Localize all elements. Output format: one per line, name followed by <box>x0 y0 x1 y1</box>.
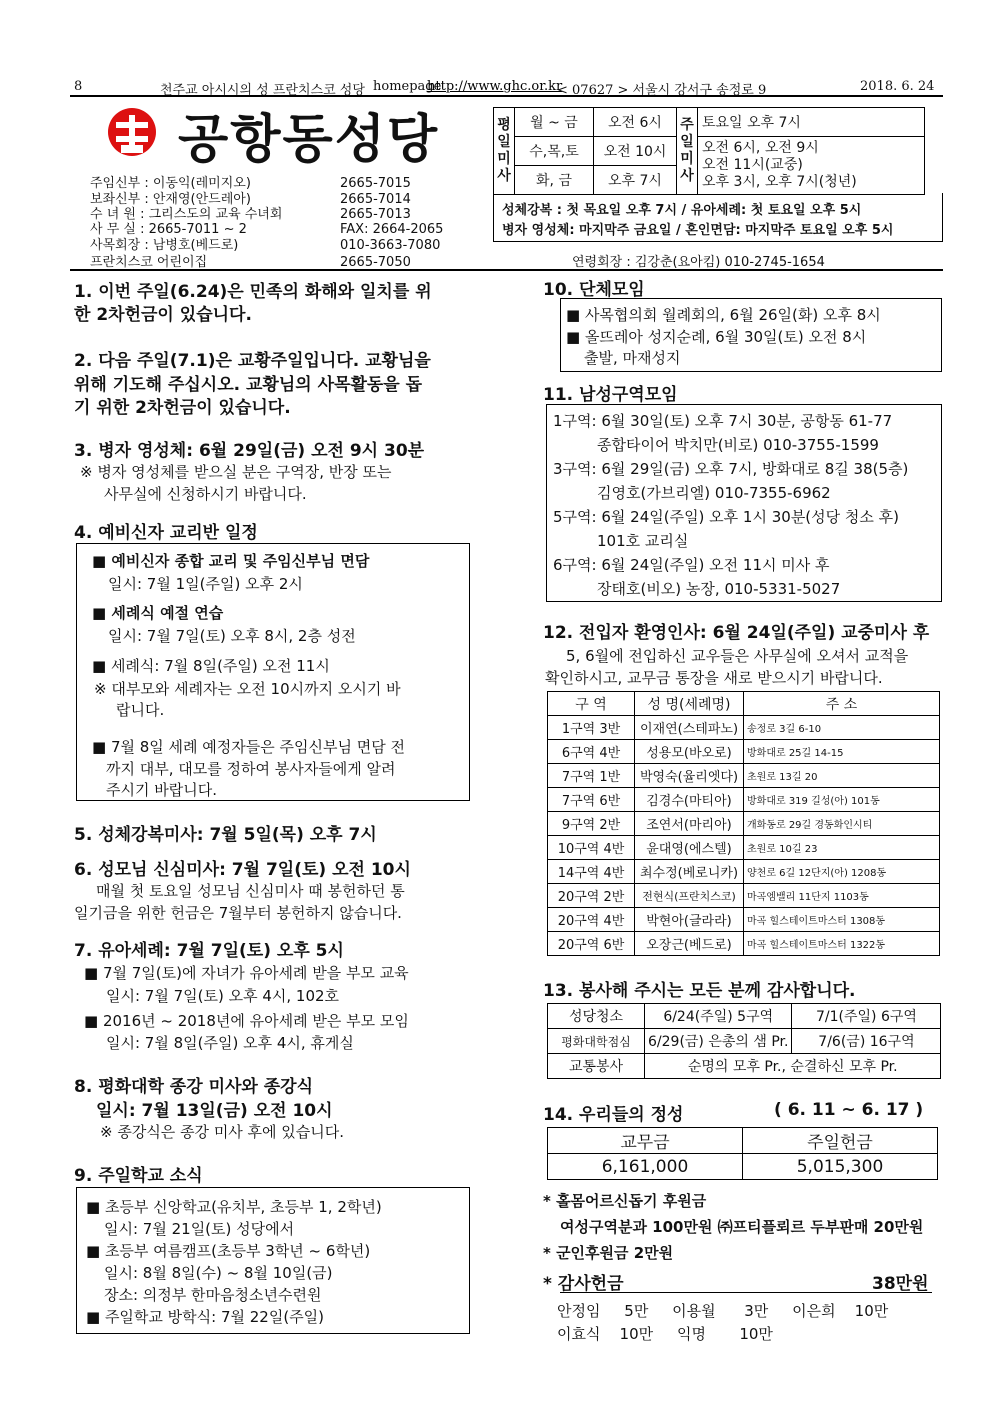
staff-row: 수 녀 원 : 그리스도의 교육 수녀회 2665-7013 <box>90 207 411 222</box>
section-6-title: 6. 성모님 신심미사: 7월 7일(토) 오전 10시 <box>74 860 411 880</box>
homepage-label: homepage <box>373 79 442 94</box>
section-7-item-detail: 일시: 7월 8일(주일) 오후 4시, 휴게실 <box>106 1034 354 1052</box>
staff-row: 사 무 실 : 2665-7011 ~ 2 FAX: 2664-2065 <box>90 222 444 237</box>
section-2-title: 기 위한 2차헌금이 있습니다. <box>74 398 291 418</box>
section-5-title: 5. 성체강복미사: 7월 5일(목) 오후 7시 <box>74 825 377 845</box>
section-4-item-detail: 일시: 7월 1일(주일) 오후 2시 <box>108 575 303 593</box>
offerings-table <box>547 1127 938 1180</box>
table-header: 주 소 <box>744 692 940 716</box>
table-header: 구 역 <box>548 692 635 716</box>
thanks-offering-rule <box>560 1292 932 1293</box>
section-13-title: 13. 봉사해 주시는 모든 분께 감사합니다. <box>543 981 856 1001</box>
weekday-mass-label: 평일미사 <box>494 108 515 195</box>
section-10-item-detail: 출발, 마재성지 <box>584 349 681 367</box>
table-row: 성당청소 6/24(주일) 5구역 7/1(주일) 6구역 <box>548 1004 941 1029</box>
section-10-item: ■ 올뜨레아 성지순례, 6월 30일(토) 오전 8시 <box>566 328 867 346</box>
section-9-item: ■ 초등부 여름캠프(초등부 3학년 ~ 6학년) <box>86 1242 371 1260</box>
table-row: 20구역 4반 박현아(글라라) 마곡 힐스테이트마스터 1308동 <box>548 908 940 932</box>
parish-full-name: 천주교 아시시의 성 프란치스코 성당 <box>160 83 365 98</box>
weekday-time: 오전 6시 <box>594 108 677 137</box>
thanks-offering-title: * 감사헌금 <box>543 1274 624 1294</box>
section-1-title: 1. 이번 주일(6.24)은 민족의 화해와 일치를 위 <box>74 282 432 302</box>
section-4-item-detail: 일시: 7월 7일(토) 오후 8시, 2층 성전 <box>108 627 356 645</box>
staff-rule <box>70 269 943 271</box>
section-4-item-detail: 랍니다. <box>116 701 165 719</box>
section-7-title: 7. 유아세례: 7월 7일(토) 오후 5시 <box>74 941 344 961</box>
issue-date: 2018. 6. 24 <box>860 79 935 94</box>
table-row: 20구역 6반 오장근(베드로) 마곡 힐스테이트마스터 1322동 <box>548 932 940 956</box>
district-meeting-line: 김영호(가브리엘) 010-7355-6962 <box>597 484 831 502</box>
staff-row: 주임신부 : 이동익(레미지오) 2665-7015 <box>90 176 411 191</box>
donation-title: * 군인후원금 2만원 <box>543 1244 674 1262</box>
donation-detail: 여성구역분과 100만원 ㈜프티플뢰르 두부판매 20만원 <box>560 1218 924 1236</box>
district-meeting-line: 101호 교리실 <box>597 532 689 550</box>
weekday-time: 오전 10시 <box>594 137 677 166</box>
table-row: 6,161,000 5,015,300 <box>548 1154 938 1180</box>
sunday-mass-label: 주일미사 <box>677 108 698 195</box>
section-3-note: ※ 병자 영성체를 받으실 분은 구역장, 반장 또는 <box>80 463 392 481</box>
section-1-title: 한 2차헌금이 있습니다. <box>74 305 252 325</box>
section-7-item: ■ 2016년 ~ 2018년에 유아세례 받은 부모 모임 <box>84 1012 409 1030</box>
section-12-text: 5, 6월에 전입하신 교우들은 사무실에 오셔서 교적을 <box>566 647 909 665</box>
district-meeting-line: 5구역: 6월 24일(주일) 오후 1시 30분(성당 청소 후) <box>553 508 899 526</box>
thanks-offering-list: 안정임 5만 이용월 3만 이은희 10만 <box>557 1302 889 1320</box>
section-2-title: 2. 다음 주일(7.1)은 교황주일입니다. 교황님을 <box>74 351 431 371</box>
section-8-note: ※ 종강식은 종강 미사 후에 있습니다. <box>100 1123 345 1141</box>
district-meeting-line: 6구역: 6월 24일(주일) 오전 11시 미사 후 <box>553 556 830 574</box>
section-4-item: ■ 예비신자 종합 교리 및 주임신부님 면담 <box>92 552 370 570</box>
section-6-text: 일기금을 위한 헌금은 7월부터 봉헌하지 않습니다. <box>74 904 402 922</box>
page-number: 8 <box>74 79 83 94</box>
table-row: 교통봉사 순명의 모후 Pr., 순결하신 모후 Pr. <box>548 1054 941 1079</box>
staff-row: 사목회장 : 남병호(베드로) 010-3663-7080 <box>90 238 441 253</box>
section-8-title: 8. 평화대학 종강 미사와 종강식 <box>74 1077 314 1097</box>
table-row: 7구역 1반 박영숙(율리엣다) 초원로 13길 20 <box>548 764 940 788</box>
schedule-note: 병자 영성체: 마지막주 금요일 / 혼인면담: 마지막주 토요일 오후 5시 <box>502 223 894 238</box>
section-12-text: 확인하시고, 교무금 통장을 새로 받으시기 바랍니다. <box>545 669 883 687</box>
table-row: 9구역 2반 조연서(마리아) 개화동로 29길 경동화인시티 <box>548 812 940 836</box>
table-header: 성 명(세례명) <box>635 692 744 716</box>
volunteer-table <box>547 1003 941 1079</box>
weekday-time: 오후 7시 <box>594 166 677 195</box>
section-4-item-detail: 까지 대부, 대모를 정하여 봉사자들에게 알려 <box>106 760 396 778</box>
section-4-item: ■ 세례식: 7월 8일(주일) 오전 11시 <box>92 657 330 675</box>
district-meeting-line: 종합타이어 박치만(비로) 010-3755-1599 <box>597 436 879 454</box>
section-3-note: 사무실에 신청하시기 바랍니다. <box>104 485 307 503</box>
staff-row: 프란치스코 어린이집 2665-7050 <box>90 255 411 270</box>
table-row: 7구역 6반 김경수(마티아) 방화대로 319 길성(아) 101동 <box>548 788 940 812</box>
district-meeting-line: 장태호(비오) 농장, 010-5331-5027 <box>597 580 841 598</box>
district-meeting-line: 1구역: 6월 30일(토) 오후 7시 30분, 공항동 61-77 <box>553 412 893 430</box>
new-parishioners-table <box>547 691 940 956</box>
section-4-item: ■ 7월 8일 세례 예정자들은 주임신부님 면담 전 <box>92 738 405 756</box>
address: < 07627 > 서울시 강서구 송정로 9 <box>557 83 767 98</box>
donation-title: * 홀몸어르신돕기 후원금 <box>543 1192 707 1210</box>
weekday-day: 수,목,토 <box>515 137 594 166</box>
section-10-item: ■ 사목협의회 월례회의, 6월 26일(화) 오후 8시 <box>566 306 881 324</box>
parish-logo-icon <box>107 107 157 157</box>
section-9-item: ■ 주일학교 방학식: 7월 22일(주일) <box>86 1308 325 1326</box>
section-9-item: ■ 초등부 신앙학교(유치부, 초등부 1, 2학년) <box>86 1198 382 1216</box>
section-8-date: 일시: 7월 13일(금) 오전 10시 <box>96 1101 333 1121</box>
weekday-day: 월 ~ 금 <box>515 108 594 137</box>
section-14-title: 14. 우리들의 정성 <box>543 1105 684 1125</box>
funeral-committee-contact: 연령회장 : 김강춘(요아킴) 010-2745-1654 <box>572 255 825 270</box>
section-4-item-detail: 주시기 바랍니다. <box>106 781 217 799</box>
thanks-offering-list: 이효식 10만 익명 10만 <box>557 1325 773 1343</box>
table-row: 6구역 4반 성용모(바오로) 방화대로 25길 14-15 <box>548 740 940 764</box>
table-row: 20구역 2반 전현식(프란치스코) 마곡엠밸리 11단지 1103동 <box>548 884 940 908</box>
section-7-item-detail: 일시: 7월 7일(토) 오후 4시, 102호 <box>106 987 340 1005</box>
sunday-time: 토요일 오후 7시 <box>698 108 925 137</box>
table-row: 평화대학점심 6/29(금) 은총의 샘 Pr. 7/6(금) 16구역 <box>548 1029 941 1054</box>
section-9-title: 9. 주일학교 소식 <box>74 1166 203 1186</box>
section-10-title: 10. 단체모임 <box>543 280 645 300</box>
section-9-item-detail: 일시: 8월 8일(수) ~ 8월 10일(금) <box>104 1264 333 1282</box>
table-row: 10구역 4반 윤대영(에스텔) 초원로 10길 23 <box>548 836 940 860</box>
table-header: 교무금 <box>548 1128 743 1154</box>
page-title: 공항동성당 <box>178 110 440 170</box>
table-header: 주일헌금 <box>743 1128 938 1154</box>
section-4-item-detail: ※ 대부모와 세례자는 오전 10시까지 오시기 바 <box>94 680 401 698</box>
sunday-times: 오전 6시, 오전 9시 오전 11시(교중) 오후 3시, 오후 7시(청년) <box>698 137 925 195</box>
section-6-text: 매월 첫 토요일 성모님 신심미사 때 봉헌하던 통 <box>96 882 405 900</box>
section-11-title: 11. 남성구역모임 <box>543 385 678 405</box>
staff-row: 보좌신부 : 안재영(안드레아) 2665-7014 <box>90 192 411 207</box>
schedule-notes <box>493 193 943 242</box>
thanks-offering-amount: 38만원 <box>872 1274 929 1294</box>
section-14-period: ( 6. 11 ~ 6. 17 ) <box>774 1100 924 1120</box>
section-4-title: 4. 예비신자 교리반 일정 <box>74 523 258 543</box>
mass-schedule-table <box>493 107 925 195</box>
section-9-item-detail: 일시: 7월 21일(토) 성당에서 <box>104 1220 295 1238</box>
section-7-item: ■ 7월 7일(토)에 자녀가 유아세례 받을 부모 교육 <box>84 964 409 982</box>
section-3-title: 3. 병자 영성체: 6월 29일(금) 오전 9시 30분 <box>74 441 425 461</box>
table-row: 1구역 3반 이재연(스테파노) 송정로 3길 6-10 <box>548 716 940 740</box>
table-row: 14구역 4반 최수정(베로니카) 양천로 6길 12단지(아) 1208동 <box>548 860 940 884</box>
homepage-link[interactable]: http://www.ghc.or.kr <box>427 79 563 94</box>
section-9-item-detail: 장소: 의정부 한마음청소년수련원 <box>104 1286 322 1304</box>
section-12-title: 12. 전입자 환영인사: 6월 24일(주일) 교중미사 후 <box>543 623 930 643</box>
schedule-note: 성체강복 : 첫 목요일 오후 7시 / 유아세례: 첫 토요일 오후 5시 <box>502 203 862 218</box>
weekday-day: 화, 금 <box>515 166 594 195</box>
section-2-title: 위해 기도해 주십시오. 교황님의 사목활동을 돕 <box>74 375 423 395</box>
district-meeting-line: 3구역: 6월 29일(금) 오후 7시, 방화대로 8길 38(5층) <box>553 460 909 478</box>
section-4-item: ■ 세례식 예절 연습 <box>92 604 224 622</box>
